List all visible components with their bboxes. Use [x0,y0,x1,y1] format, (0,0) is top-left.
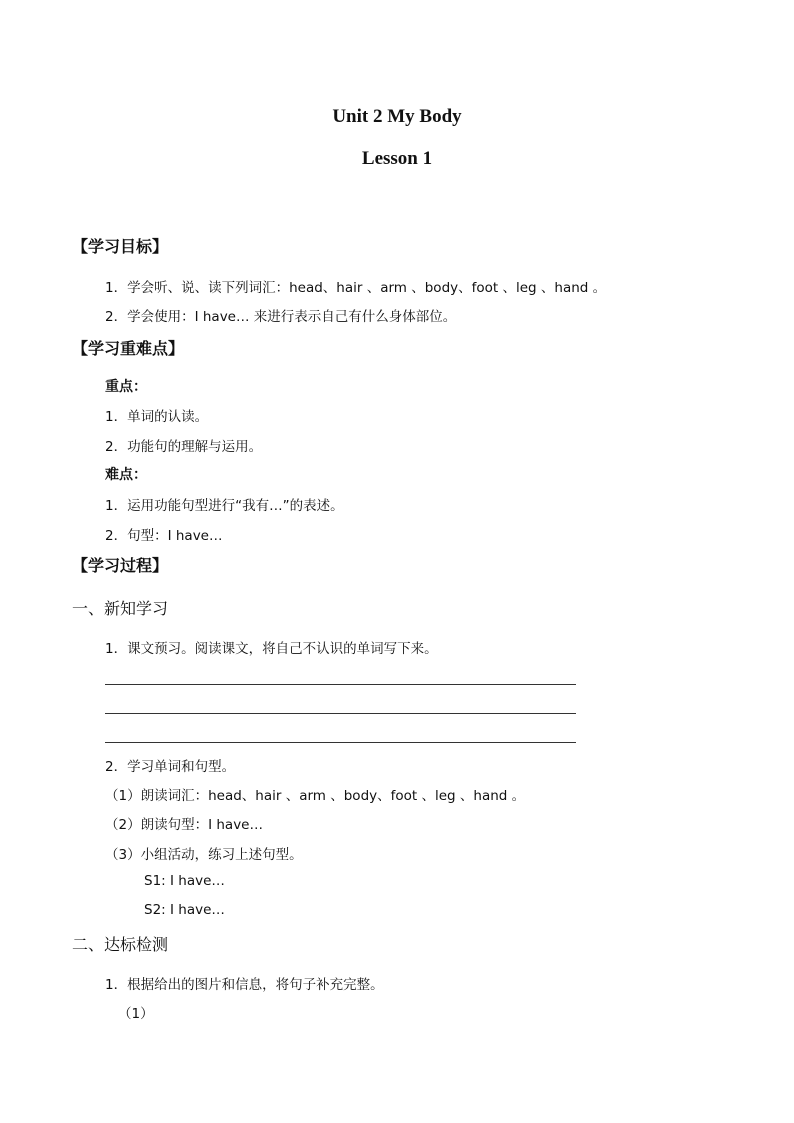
keypoints-heading: 【学习重难点】 [72,339,185,358]
goal-item-1: 1．学会听、说、读下列词汇：head、hair 、arm 、body、foot 、leg 、hand 。 [105,280,607,296]
difficulty-item-1: 1．运用功能句型进行“我有…”的表述。 [105,498,344,514]
part1-title: 一、新知学习 [72,599,169,618]
focus-item-2: 2．功能句的理解与运用。 [105,439,263,455]
dialogue-line-2: S2: I have… [144,902,225,918]
focus-item-1: 1．单词的认读。 [105,409,209,425]
sub-item-2: （2）朗读句型：I have… [105,817,263,833]
answer-line-3[interactable] [105,742,576,743]
dialogue-line-1: S1: I have… [144,873,225,889]
answer-line-2[interactable] [105,713,576,714]
sub-item-1: （1）朗读词汇：head、hair 、arm 、body、foot 、leg 、hand 。 [105,788,526,804]
answer-line-1[interactable] [105,684,576,685]
sub-item-3: （3）小组活动，练习上述句型。 [105,847,303,863]
difficulty-item-2: 2．句型：I have… [105,528,223,544]
test-step1-text: 1．根据给出的图片和信息，将句子补充完整。 [105,977,384,993]
unit-title: Unit 2 My Body [332,106,462,127]
part2-title: 二、达标检测 [72,935,169,954]
goal-item-2: 2．学会使用：I have… 来进行表示自己有什么身体部位。 [105,309,457,325]
focus-label: 重点： [105,379,147,395]
goals-heading: 【学习目标】 [72,237,169,256]
step2-text: 2．学习单词和句型。 [105,759,236,775]
step1-text: 1．课文预习。阅读课文，将自己不认识的单词写下来。 [105,641,438,657]
difficulty-label: 难点： [105,467,147,483]
process-heading: 【学习过程】 [72,556,169,575]
lesson-title: Lesson 1 [361,148,433,169]
test-item-1: （1） [118,1006,154,1022]
